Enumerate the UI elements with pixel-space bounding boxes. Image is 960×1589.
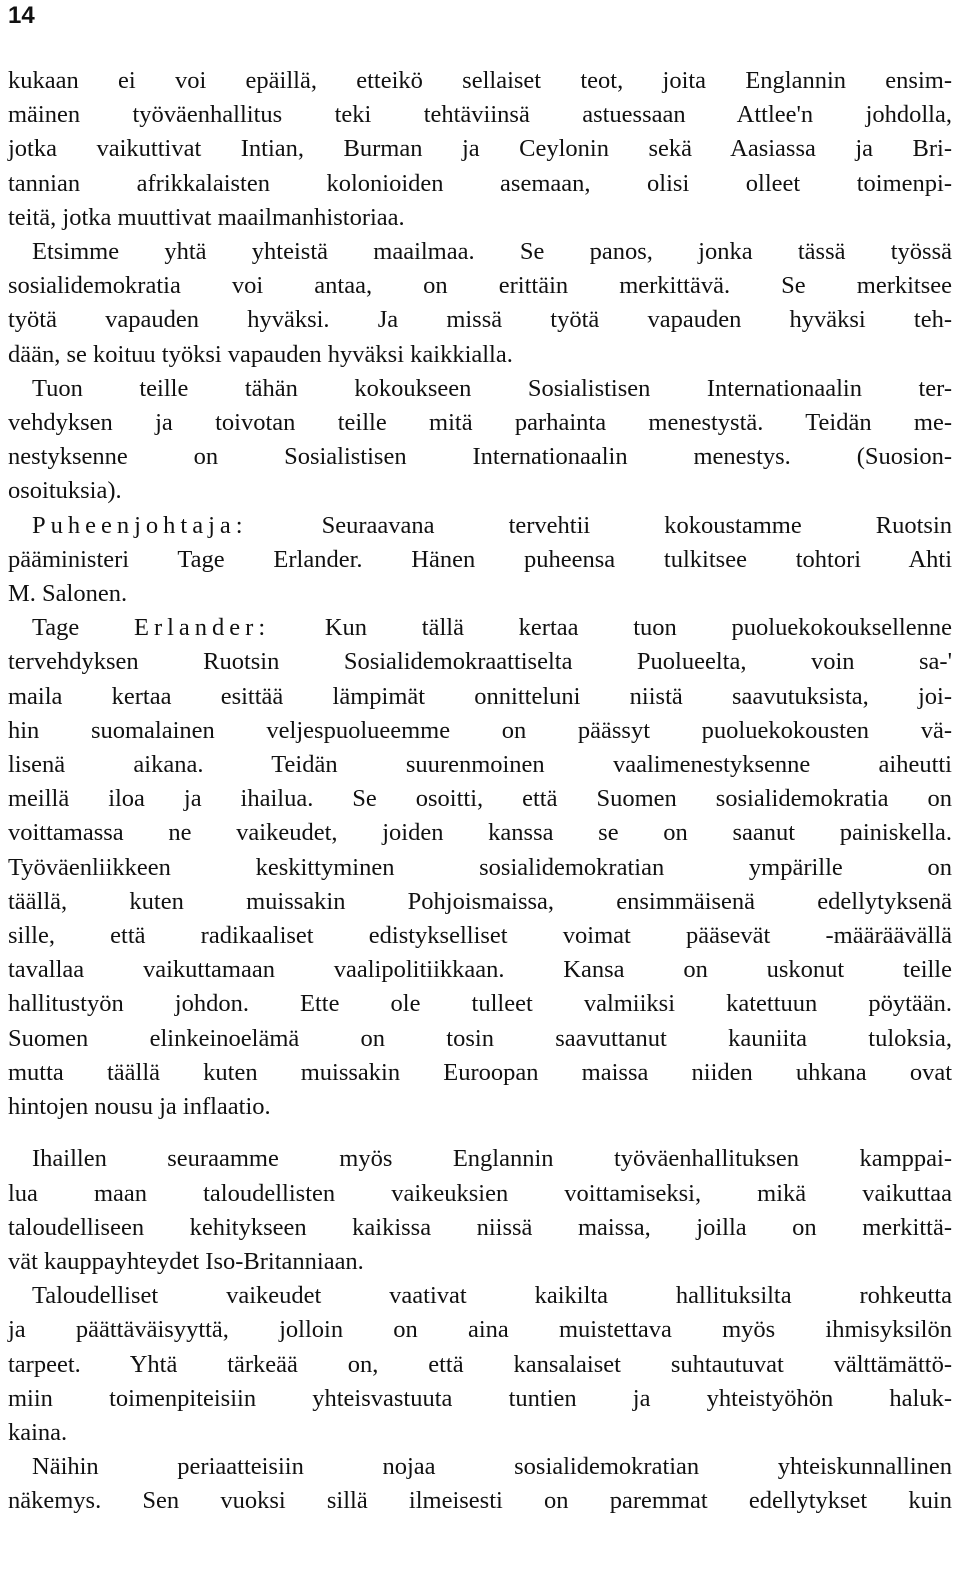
text-line: dään, se koituu työksi vapauden hyväksi kaikkialla. xyxy=(8,340,513,368)
text-line: sille, että radikaaliset edistykselliset voimat pääsevät -määräävällä xyxy=(8,922,952,950)
text-line: Suomen elinkeinoelämä on tosin saavuttanut kauniita tuloksia, xyxy=(8,1024,952,1052)
text-line: kaina. xyxy=(8,1418,68,1446)
paragraph xyxy=(8,611,952,1124)
text-line: Työväenliikkeen keskittyminen sosialidemokratian ympärille on xyxy=(8,853,952,881)
text-line: hin suomalainen veljespuolueemme on päässyt puoluekokousten vä- xyxy=(8,716,952,744)
text-line: M. Salonen. xyxy=(8,580,128,608)
text-line: mutta täällä kuten muissakin Euroopan maissa niiden uhkana ovat xyxy=(8,1058,952,1086)
text-line: teitä, jotka muuttivat maailmanhistoriaa. xyxy=(8,203,405,231)
text-line: täällä, kuten muissakin Pohjoismaissa, ensimmäisenä edellytyksenä xyxy=(8,887,952,915)
text-line: lua maan taloudellisten vaikeuksien voittamiseksi, mikä vaikuttaa xyxy=(8,1179,952,1207)
text-line: ja päättäväisyyttä, jolloin on aina muistettava myös ihmisyksilön xyxy=(8,1316,952,1344)
text-line: sosialidemokratia voi antaa, on erittäin merkittävä. Se merkitsee xyxy=(8,272,952,300)
text-line: vehdyksen ja toivotan teille mitä parhainta menestystä. Teidän me- xyxy=(8,409,952,437)
paragraph xyxy=(8,235,952,372)
text-line: pääministeri Tage Erlander. Hänen puheensa tulkitsee tohtori Ahti xyxy=(8,545,952,573)
text-line: tarpeet. Yhtä tärkeää on, että kansalaiset suhtautuvat välttämättö- xyxy=(8,1350,952,1378)
text-line: hintojen nousu ja inflaatio. xyxy=(8,1093,271,1121)
paragraph xyxy=(8,1142,952,1279)
text-line: mäinen työväenhallitus teki tehtäviinsä astuessaan Attlee'n johdolla, xyxy=(8,101,952,129)
text-line: meillä iloa ja ihailua. Se osoitti, että Suomen sosialidemokratia on xyxy=(8,785,952,813)
paragraph xyxy=(8,64,952,235)
text-line: Taloudelliset vaikeudet vaativat kaikilta hallituksilta rohkeutta xyxy=(32,1282,952,1310)
text-line: kukaan ei voi epäillä, etteikö sellaiset teot, joita Englannin ensim- xyxy=(8,67,952,94)
text-line: tervehdyksen Ruotsin Sosialidemokraattiselta Puolueelta, voin sa-' xyxy=(8,648,952,676)
speech-text: Kun tällä kertaa tuon puoluekokouksellenne xyxy=(270,614,952,642)
text-line: jotka vaikuttivat Intian, Burman ja Ceylonin sekä Aasiassa ja Bri- xyxy=(8,135,952,163)
paragraph xyxy=(8,1450,952,1518)
text-line: Tuon teille tähän kokoukseen Sosialistisen Internationaalin ter- xyxy=(32,374,952,402)
text-line: maila kertaa esittää lämpimät onnitteluni niistä saavutuksista, joi- xyxy=(8,682,952,710)
text-line: taloudelliseen kehitykseen kaikissa niissä maissa, joilla on merkittä- xyxy=(8,1213,952,1241)
text-line: Etsimme yhtä yhteistä maailmaa. Se panos, jonka tässä työssä xyxy=(32,238,952,266)
text-line xyxy=(8,509,952,543)
text-line: näkemys. Sen vuoksi sillä ilmeisesti on paremmat edellytykset kuin xyxy=(8,1487,952,1515)
text-line: työtä vapauden hyväksi. Ja missä työtä vapauden hyväksi teh- xyxy=(8,306,952,334)
speaker-prefix: Tage xyxy=(32,614,134,642)
text-line: Ihaillen seuraamme myös Englannin työväenhallituksen kamppai- xyxy=(32,1145,952,1173)
speech-text: Seuraavana tervehtii kokoustamme Ruotsin xyxy=(247,511,952,539)
text-line: tannian afrikkalaisten kolonioiden asemaan, olisi olleet toimenpi- xyxy=(8,169,952,197)
text-line: osoituksia). xyxy=(8,477,122,505)
text-line: hallitustyön johdon. Ette ole tulleet valmiiksi katettuun pöytään. xyxy=(8,990,952,1018)
speaker-name: Puheenjohtaja: xyxy=(32,511,248,539)
paragraph xyxy=(8,372,952,509)
paragraph xyxy=(8,1279,952,1450)
body-text xyxy=(8,64,952,1519)
text-line xyxy=(8,611,952,645)
text-line: nestyksenne on Sosialistisen Internationaalin menestys. (Suosion- xyxy=(8,443,952,471)
page-number: 14 xyxy=(8,2,35,29)
text-line: lisenä aikana. Teidän suurenmoinen vaalimenestyksenne aiheutti xyxy=(8,751,952,779)
speaker-name: Erlander: xyxy=(133,614,271,642)
paragraph xyxy=(8,509,952,612)
text-line: vät kauppayhteydet Iso-Britanniaan. xyxy=(8,1247,364,1275)
text-line: tavallaa vaikuttamaan vaalipolitiikkaan. Kansa on uskonut teille xyxy=(8,956,952,984)
text-line: miin toimenpiteisiin yhteisvastuuta tuntien ja yhteistyöhön haluk- xyxy=(8,1384,952,1412)
text-line: Näihin periaatteisiin nojaa sosialidemokratian yhteiskunnallinen xyxy=(32,1453,952,1481)
text-line: voittamassa ne vaikeudet, joiden kanssa se on saanut painiskella. xyxy=(8,819,952,847)
